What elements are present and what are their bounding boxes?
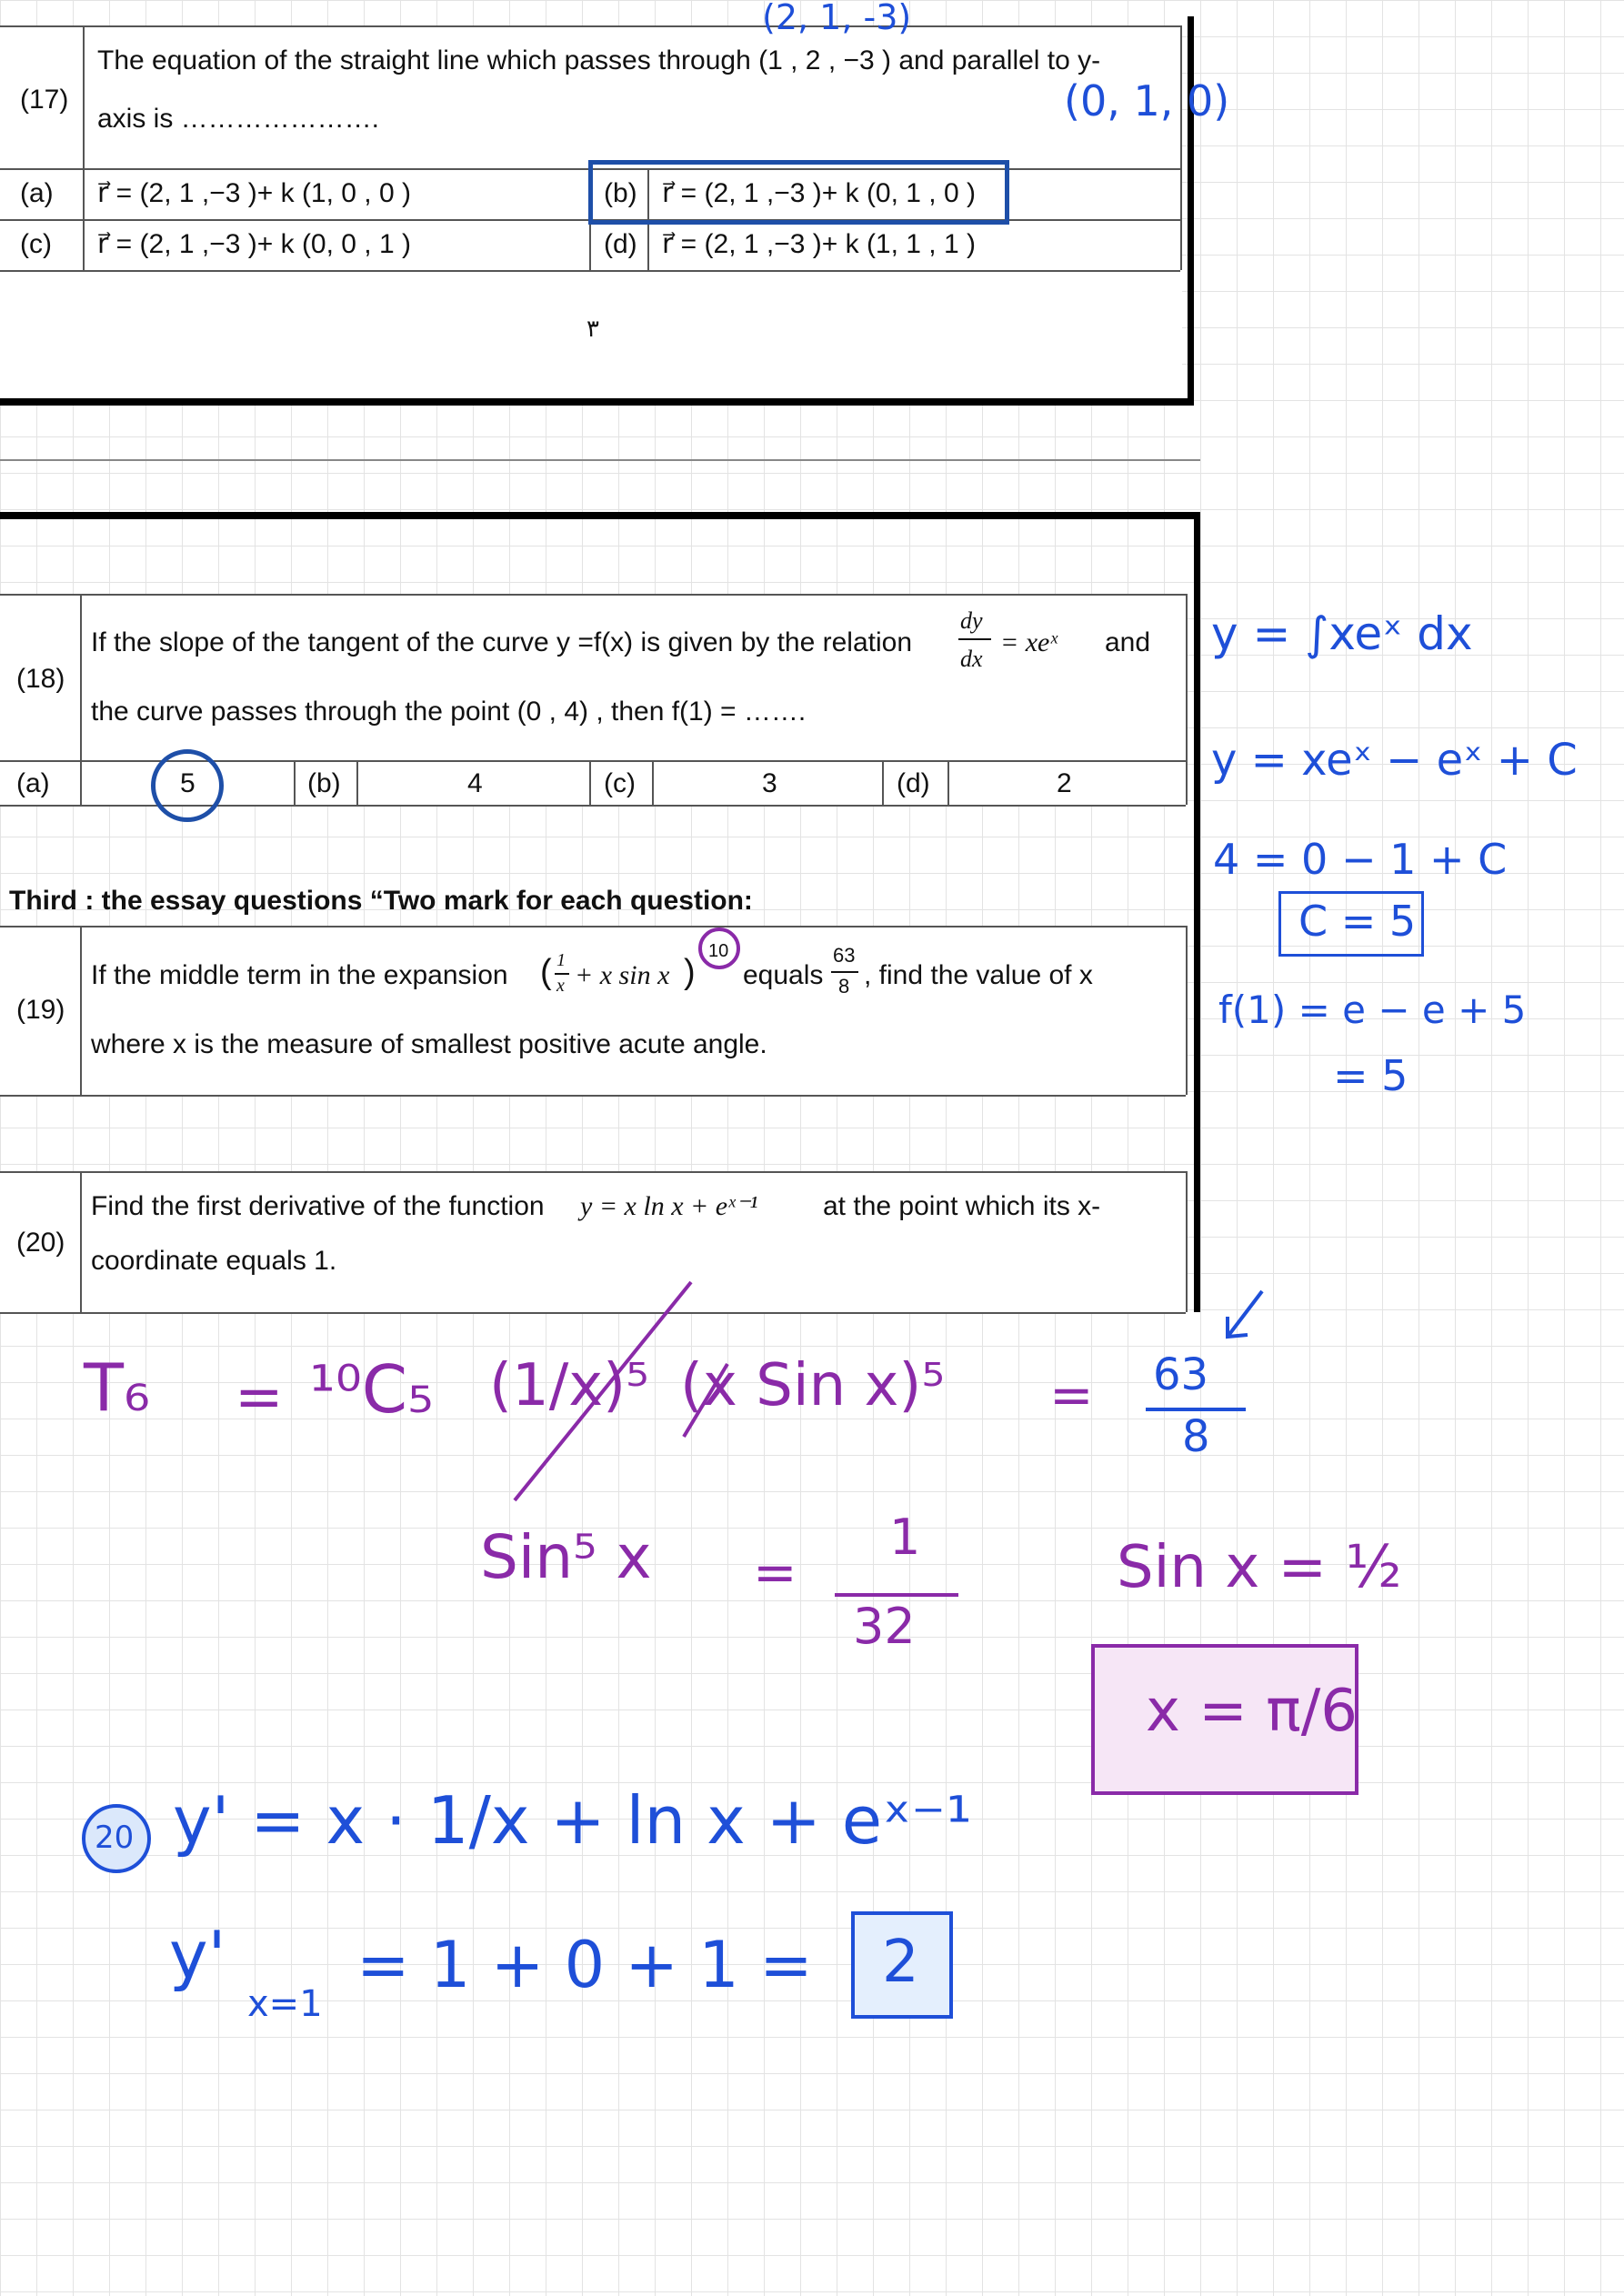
q17-option-b-label: (b)	[604, 178, 637, 208]
q17-hand-direction: (0, 1, 0)	[1064, 76, 1230, 125]
page-number-mark: ٣	[586, 315, 599, 342]
q19-hand-sin-power: Sin⁵ x	[480, 1522, 652, 1592]
q17-hand-point: (2, 1, -3)	[762, 0, 912, 37]
q18-hand-line1: y = ∫xeˣ dx	[1211, 607, 1473, 660]
q20-question-line1-a: Find the first derivative of the function	[91, 1191, 545, 1221]
q18-hand-line3: 4 = 0 − 1 + C	[1213, 835, 1508, 884]
q18-derivative-denominator: dx	[960, 646, 983, 672]
q17-number: (17)	[20, 85, 69, 115]
q18-question-line1: If the slope of the tangent of the curve y =f(x) is given by the relation	[91, 627, 913, 657]
q18-derivative-numerator: dy	[960, 607, 983, 634]
q18-option-b: 4	[467, 768, 483, 798]
q19-expansion-close-paren: )	[684, 953, 696, 991]
q20-hand-line2-rhs: = 1 + 0 + 1 =	[356, 1928, 813, 2002]
q19-hand-value-den: 8	[1182, 1411, 1210, 1462]
q18-question-line2: the curve passes through the point (0 , 4) , then f(1) = …….	[91, 697, 807, 727]
q20-hand-answer: 2	[882, 1929, 919, 1996]
q19-number: (19)	[16, 995, 65, 1025]
q19-equals-word: equals	[743, 960, 824, 990]
q19-hand-factor-2: (x Sin x)⁵	[680, 1352, 945, 1419]
q19-arrow-shaft	[1228, 1291, 1262, 1337]
q19-expansion-frac-den: x	[556, 976, 565, 996]
q19-hand-answer: x = π/6	[1146, 1678, 1358, 1745]
q17-option-a-label: (a)	[20, 178, 54, 208]
q19-hand-value-num: 63	[1153, 1349, 1209, 1400]
q18-hand-line2: y = xeˣ − eˣ + C	[1211, 735, 1578, 786]
q18-hand-line6: = 5	[1333, 1051, 1408, 1100]
q19-question-line2: where x is the measure of smallest positive acute angle.	[91, 1029, 767, 1059]
q19-hand-eq-3: =	[753, 1541, 797, 1603]
q19-question-line1-a: If the middle term in the expansion	[91, 960, 508, 990]
q20-hand-number: 20	[95, 1820, 135, 1856]
q19-expansion-rest: + x sin x	[575, 960, 670, 990]
q18-hand-line5: f(1) = e − e + 5	[1218, 988, 1527, 1032]
q18-option-c-label: (c)	[604, 768, 636, 798]
section-title: Third : the essay questions “Two mark for each question:	[9, 886, 753, 916]
q19-question-line1-b: , find the value of x	[864, 960, 1093, 990]
q18-number: (18)	[16, 664, 65, 694]
q18-and: and	[1105, 627, 1151, 657]
q19-expansion-open-paren: (	[540, 953, 552, 991]
q17-option-c-label: (c)	[20, 229, 52, 259]
q19-expansion-frac-num: 1	[556, 950, 566, 970]
q20-function: y = x ln x + eˣ⁻¹	[580, 1191, 758, 1221]
q19-hand-eq-1: =	[235, 1364, 284, 1431]
q20-hand-line1: y' = x · 1/x + ln x + eˣ⁻¹	[173, 1782, 972, 1859]
q17-option-b: r⃗ = (2, 1 ,−3 )+ k (0, 1 , 0 )	[662, 178, 976, 208]
q19-hand-rhs-num: 1	[889, 1509, 921, 1566]
q19-value-denominator: 8	[838, 975, 850, 998]
q19-power: 10	[708, 941, 729, 961]
q18-option-a: 5	[180, 768, 195, 798]
q20-number: (20)	[16, 1228, 65, 1258]
q18-relation-rhs: = xeˣ	[1000, 627, 1058, 657]
q17-option-a: r⃗ = (2, 1 ,−3 )+ k (1, 0 , 0 )	[97, 178, 411, 208]
q17-question-line1: The equation of the straight line which passes through (1 , 2 , −3 ) and parallel to y-	[97, 45, 1101, 75]
q20-question-line1-b: at the point which its x-	[823, 1191, 1101, 1221]
q19-hand-factor-1: (1/x)⁵	[489, 1352, 649, 1419]
q19-hand-eq-2: =	[1049, 1364, 1094, 1426]
q20-question-line2: coordinate equals 1.	[91, 1246, 337, 1276]
q18-option-a-label: (a)	[16, 768, 50, 798]
q17-option-d: r⃗ = (2, 1 ,−3 )+ k (1, 1 , 1 )	[662, 229, 976, 259]
q18-hand-line4: C = 5	[1298, 897, 1417, 946]
q17-question-line2: axis is ………………….	[97, 104, 380, 134]
q19-strike-line-1	[515, 1282, 691, 1500]
q20-hand-line2-lhs: y'	[169, 1917, 226, 1993]
q19-hand-rhs-den: 32	[853, 1598, 916, 1655]
q17-option-d-label: (d)	[604, 229, 637, 259]
q18-option-b-label: (b)	[307, 768, 341, 798]
q17-option-c: r⃗ = (2, 1 ,−3 )+ k (0, 0 , 1 )	[97, 229, 411, 259]
q18-option-d: 2	[1057, 768, 1072, 798]
q19-hand-term-label: T₆	[84, 1349, 150, 1426]
q19-hand-sinx: Sin x = ½	[1117, 1534, 1402, 1601]
q18-option-d-label: (d)	[897, 768, 930, 798]
q20-hand-line2-sub: x=1	[247, 1983, 323, 2025]
q18-option-c: 3	[762, 768, 777, 798]
q19-hand-binomial: ¹⁰C₅	[309, 1351, 434, 1428]
q19-strike-line-2	[684, 1364, 727, 1437]
q19-value-numerator: 63	[833, 944, 856, 967]
